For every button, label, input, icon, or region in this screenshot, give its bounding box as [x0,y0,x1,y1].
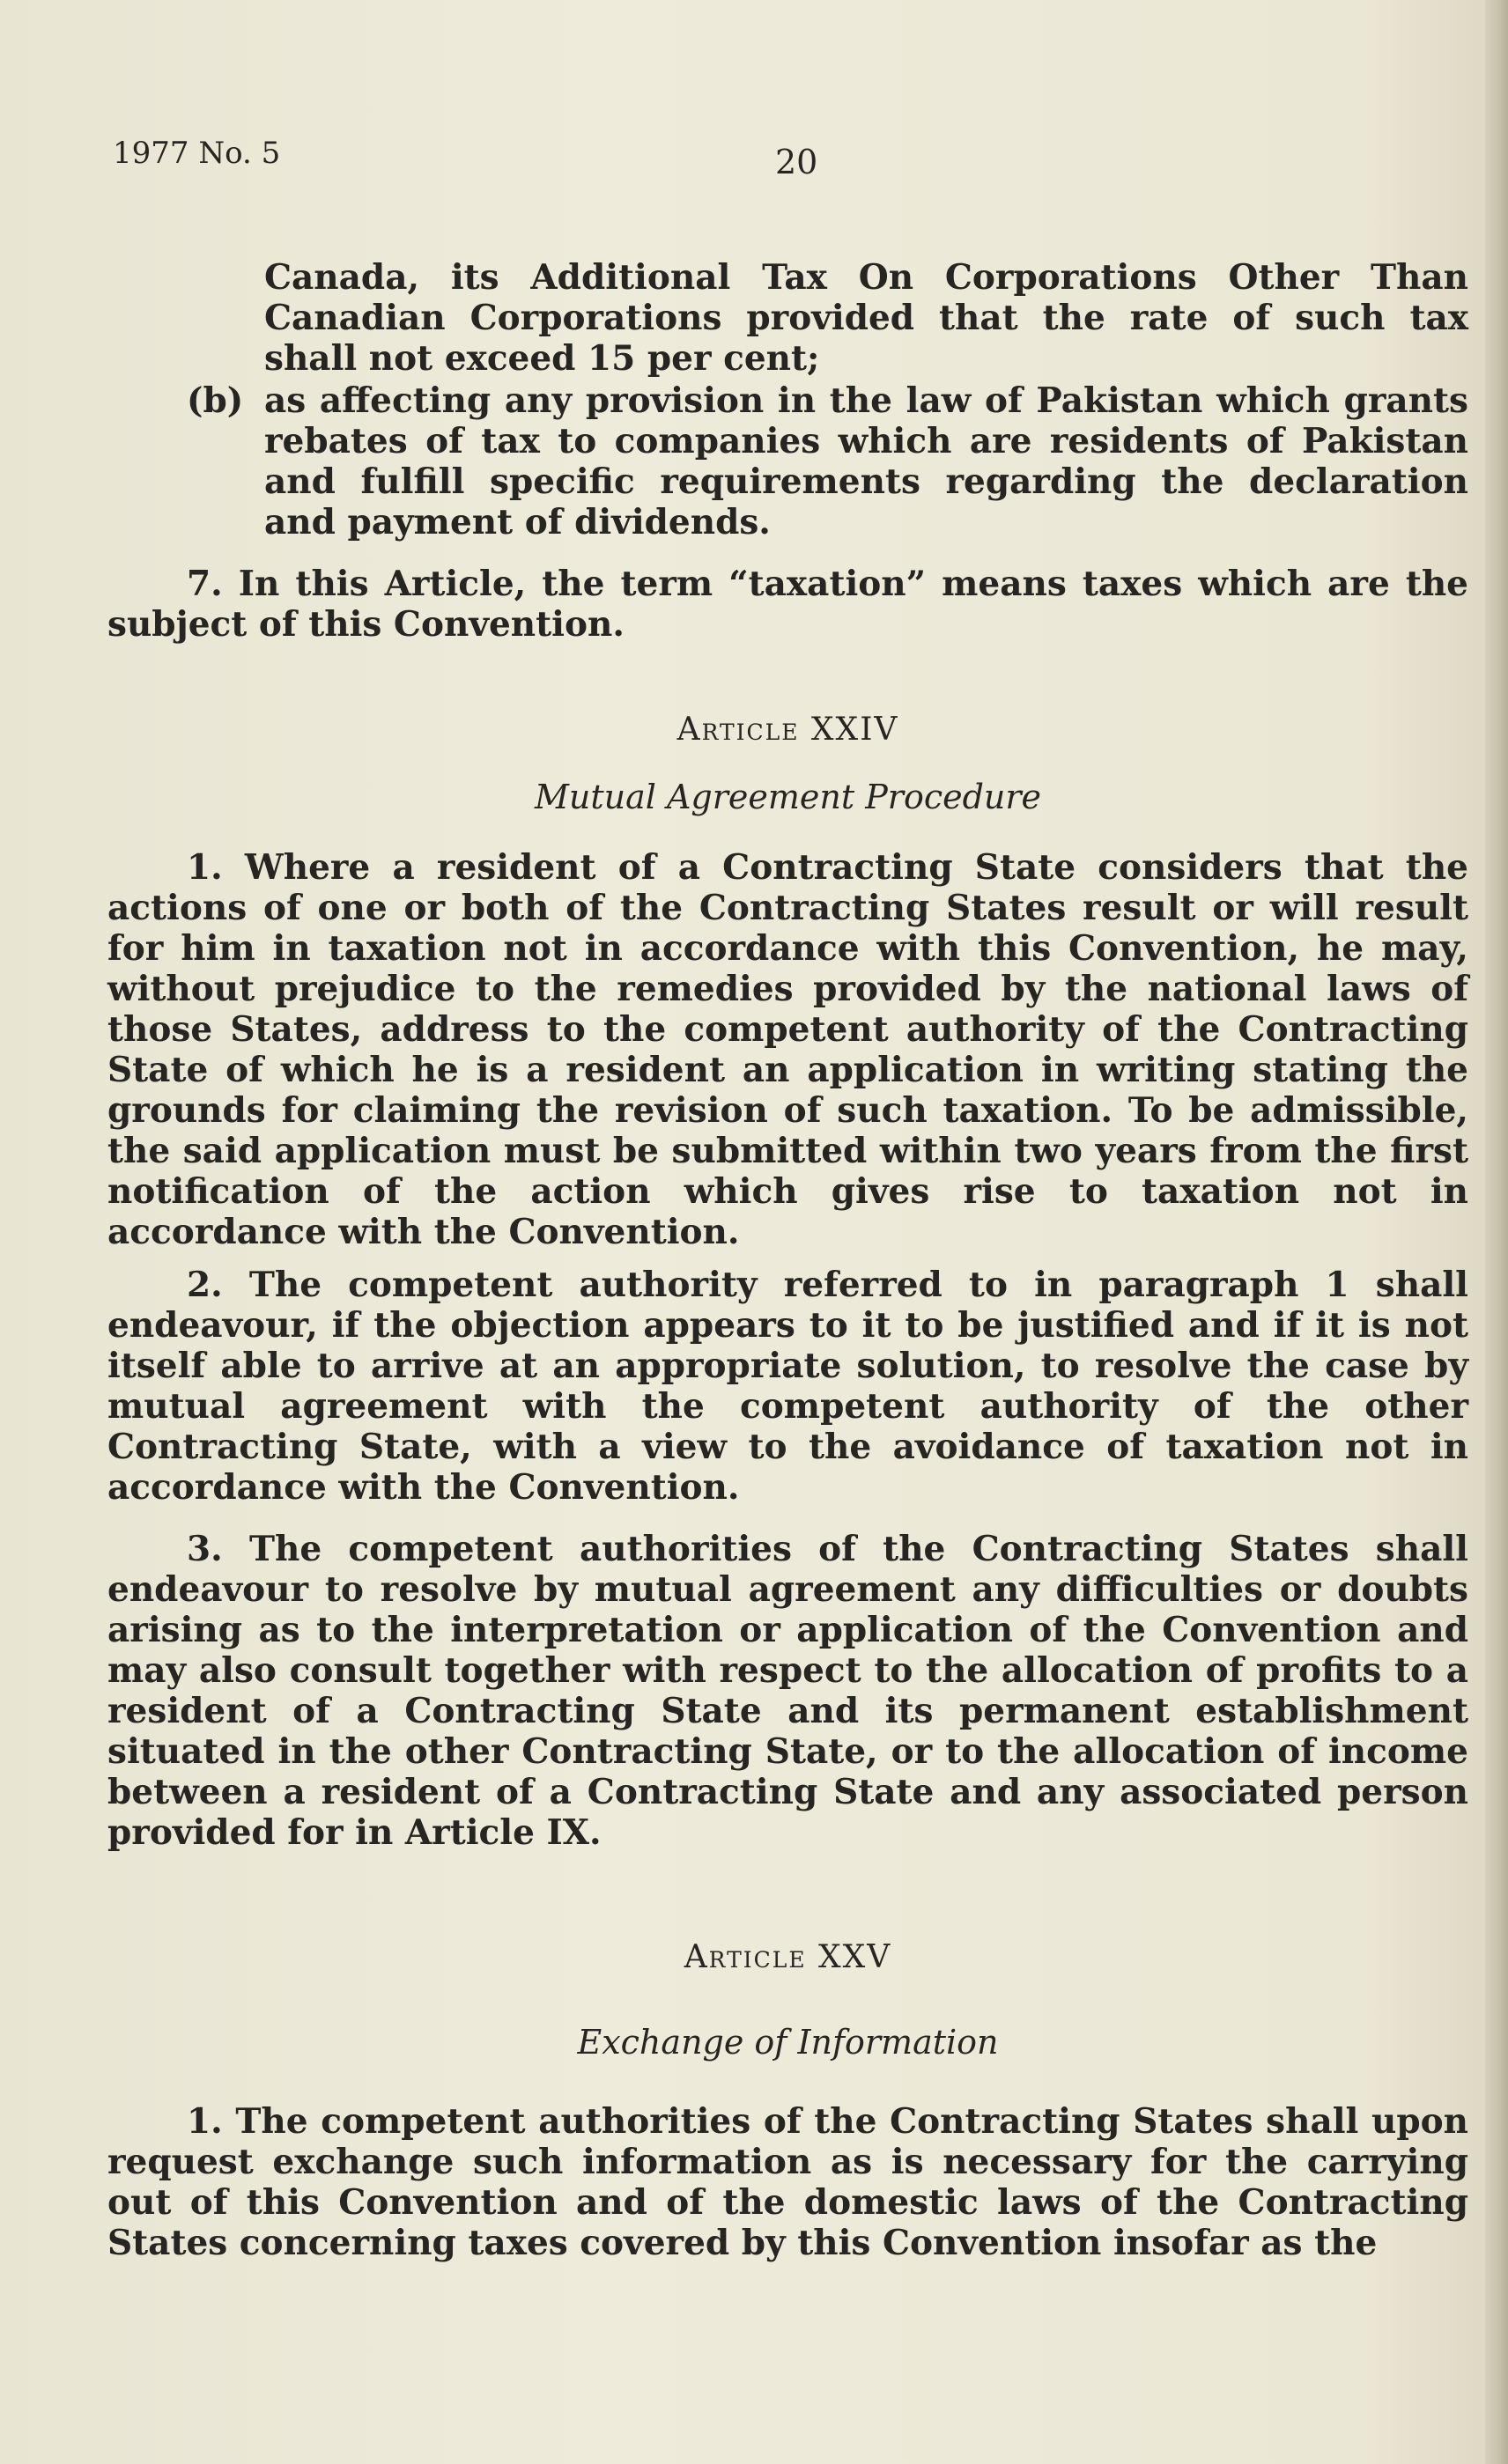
list-item-text: as affecting any provision in the law of Pakistan which grants rebates of tax to companies which are residents of Pakistan and fulfill specific requirements regarding the declaration and payment of dividends. [264,380,1468,542]
article-24-title: Mutual Agreement Procedure [534,778,1042,816]
paragraph-7: 7. In this Article, the term “taxation” means taxes which are the subject of this Convention. [107,564,1468,645]
article-25-title: Exchange of Information [577,2023,999,2062]
document-reference: 1977 No. 5 [113,136,281,171]
page-edge [1485,0,1508,2464]
article-25-heading [107,1937,1468,1978]
article-24-paragraph-2: 2. The competent authority referred to in paragraph 1 shall endeavour, if the objection appears to it to be justified and if it is not itself able to arrive at an appropriate solution, to resolve the case by mutual agreement with the competent authority of the other Contracting State, with a view to the avoidance of taxation not in accordance with the Convention. [107,1265,1468,1508]
continuation-text: Canada, its Additional Tax On Corporations Other Than Canadian Corporations provided that the rate of such tax shall not exceed 15 per cent; [264,257,1468,379]
page-number: 20 [775,143,818,181]
list-item-b [107,380,1468,542]
article-24-paragraph-3: 3. The competent authorities of the Contracting States shall endeavour to resolve by mutual agreement any difficulties or doubts arising as to the interpretation or application of the Convention and may also consult together with respect to the allocation of profits to a resident of a Contracting State and its permanent establishment situated in the other Contracting State, or to the allocation of income between a resident of a Contracting State and any associated person provided for in Article IX. [107,1529,1468,1853]
page-header [113,132,1367,181]
article-24-paragraph-1: 1. Where a resident of a Contracting State considers that the actions of one or both of the Contracting States result or will result for him in taxation not in accordance with this Convention, he may, without prejudice to the remedies provided by the national laws of those States, address to the competent authority of the Contracting State of which he is a resident an application in writing stating the grounds for claiming the revision of such taxation. To be admissible, the said application must be submitted within two years from the first notification of the action which gives rise to taxation not in accordance with the Convention. [107,847,1468,1252]
list-item-label: (b) [187,380,244,421]
article-25-paragraph-1: 1. The competent authorities of the Contracting States shall upon request exchange such information as is necessary for the carrying out of this Convention and of the domestic laws of the Contracting States concerning taxes covered by this Convention insofar as the [107,2101,1468,2263]
article-25-heading-text: Article XXV [684,1939,892,1975]
article-24-heading [107,710,1468,750]
article-24-heading-text: Article XXIV [676,712,899,748]
document-body [107,257,1468,2263]
